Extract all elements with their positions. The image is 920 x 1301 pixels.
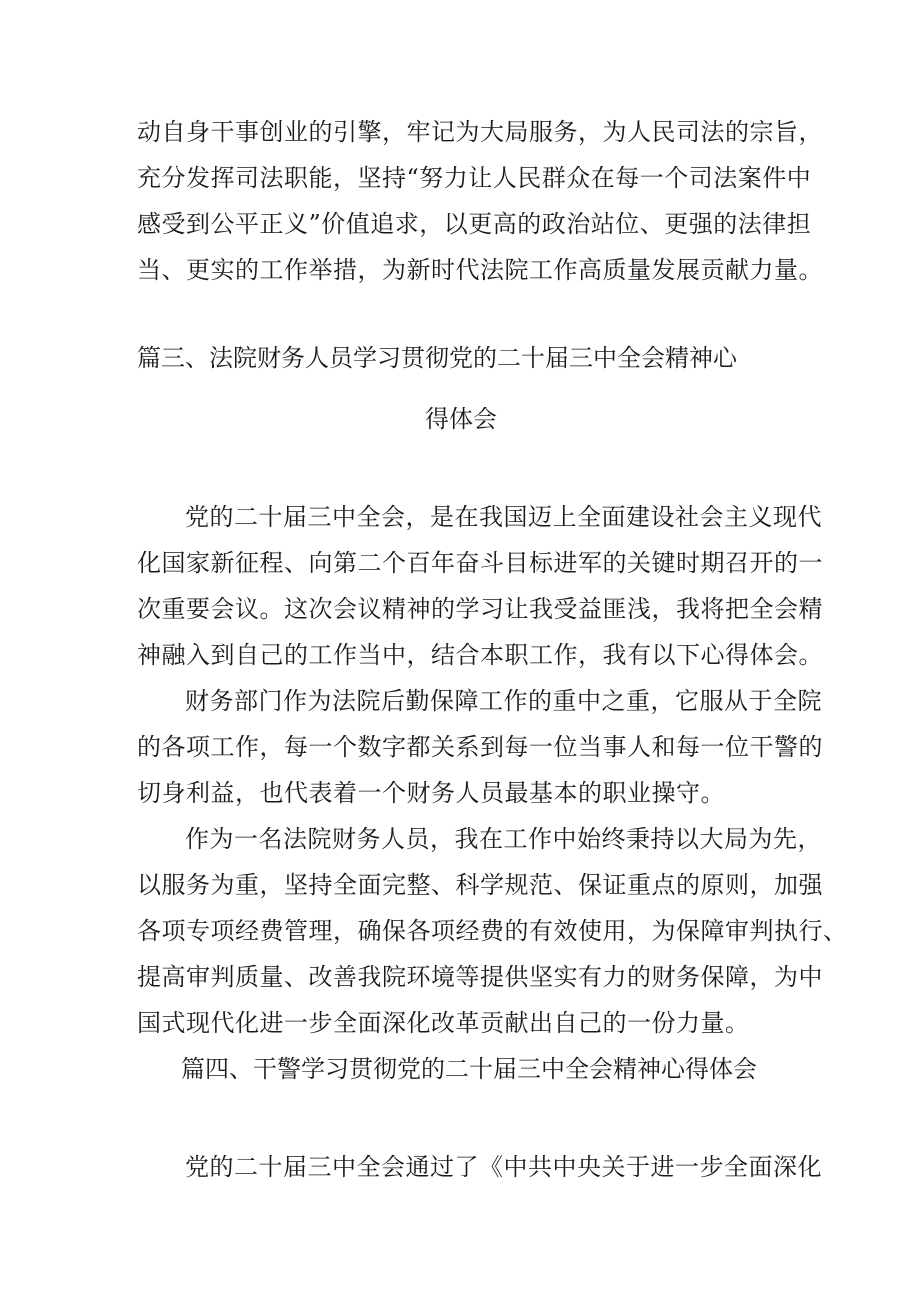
section-title-continued: 得体会 [425,405,497,433]
section-title: 篇三、法院财务人员学习贯彻党的二十届三中全会精神心 [137,344,737,372]
paragraph-first-line: 党的二十届三中全会通过了《中共中央关于进一步全面深化 [185,1153,822,1181]
text-line: 充分发挥司法职能，坚持“努力让人民群众在每一个司法案件中 [137,164,812,192]
paragraph-first-line: 党的二十届三中全会，是在我国迈上全面建设社会主义现代 [185,503,822,531]
paragraph-first-line: 财务部门作为法院后勤保障工作的重中之重，它服从于全院 [185,687,822,715]
text-line: 以服务为重，坚持全面完整、科学规范、保证重点的原则，加强 [137,871,823,899]
text-line: 各项专项经费管理，确保各项经费的有效使用，为保障审判执行、 [137,917,848,945]
text-line: 提高审判质量、改善我院环境等提供坚实有力的财务保障，为中 [137,963,823,991]
paragraph-first-line: 作为一名法院财务人员，我在工作中始终秉持以大局为先， [185,825,822,853]
text-line: 神融入到自己的工作当中，结合本职工作，我有以下心得体会。 [137,641,823,669]
text-line: 次重要会议。这次会议精神的学习让我受益匪浅，我将把全会精 [137,595,823,623]
section-title: 篇四、干警学习贯彻党的二十届三中全会精神心得体会 [181,1055,757,1083]
text-line: 动自身干事创业的引擎，牢记为大局服务，为人民司法的宗旨， [137,118,823,146]
text-line: 当、更实的工作举措，为新时代法院工作高质量发展贡献力量。 [137,256,823,284]
text-line: 感受到公平正义”价值追求，以更高的政治站位、更强的法律担 [137,210,812,238]
text-line: 化国家新征程、向第二个百年奋斗目标进军的关键时期召开的一 [137,549,823,577]
text-line: 切身利益，也代表着一个财务人员最基本的职业操守。 [137,779,725,807]
text-line: 的各项工作，每一个数字都关系到每一位当事人和每一位干警的 [137,733,823,761]
text-line: 国式现代化进一步全面深化改革贡献出自己的一份力量。 [137,1009,750,1037]
